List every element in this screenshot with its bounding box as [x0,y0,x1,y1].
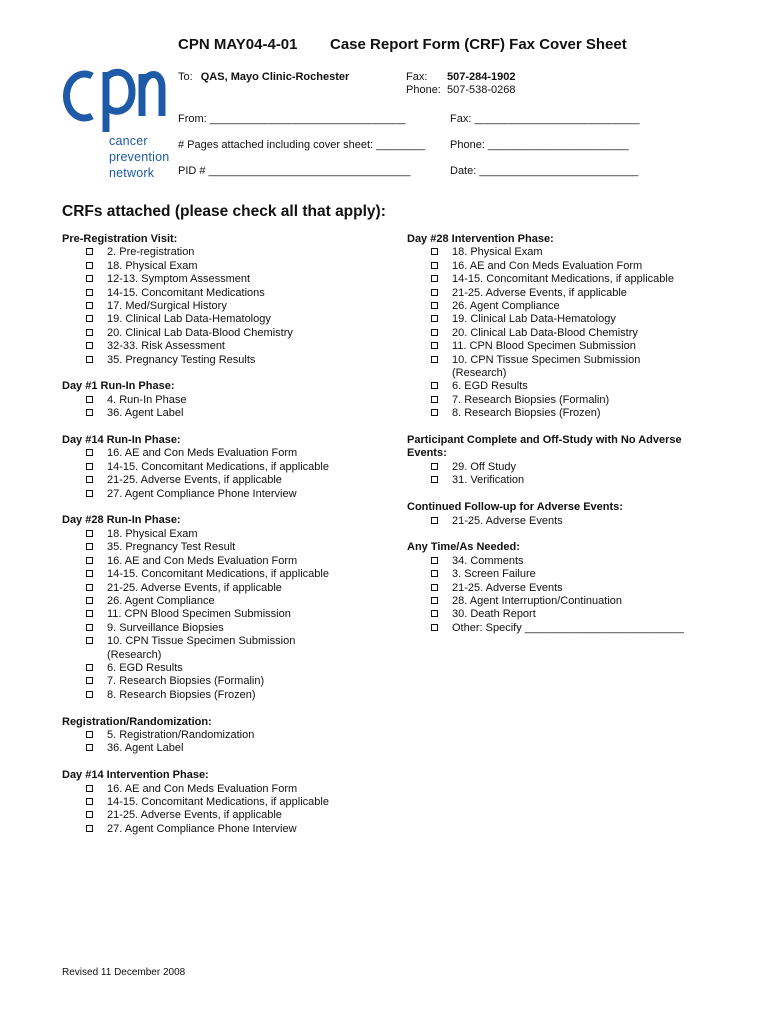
checklist-item [62,474,392,487]
checkbox[interactable] [86,302,93,309]
checklist-item [407,354,737,367]
crf-group-title: Continued Follow-up for Adverse Events: [407,501,623,514]
checklist-item [407,287,737,300]
checkbox[interactable] [86,396,93,403]
checklist-item-label: 28. Agent Interruption/Continuation [452,594,623,607]
checklist-item-label: 8. Research Biopsies (Frozen) [107,688,256,701]
checkbox[interactable] [431,329,438,336]
crf-section-title: CRFs attached (please check all that apply): [62,203,386,220]
checklist-item [62,541,392,554]
checklist-item-label: 12-13. Symptom Assessment [107,273,251,286]
checklist-item-label: 21-25. Adverse Events, if applicable [452,286,627,299]
checklist-item-label: 4. Run-In Phase [107,393,187,406]
checklist-item [62,488,392,501]
checklist-item-label: 31. Verification [452,474,525,487]
checkbox[interactable] [86,248,93,255]
checklist-item-label: 27. Agent Compliance Phone Interview [107,822,297,835]
checklist-item [407,461,737,474]
checkbox[interactable] [86,637,93,644]
checklist-item-label: 14-15. Concomitant Medications, if applicable [107,568,329,581]
checkbox[interactable] [86,476,93,483]
checkbox[interactable] [86,490,93,497]
crf-group-any-time-as-needed [407,541,737,635]
checklist-item-label: 18. Physical Exam [107,259,198,272]
date-field[interactable]: Date: __________________________ [450,165,639,177]
checklist-item [407,246,737,259]
checklist-item-label: 17. Med/Surgical History [107,300,227,313]
checklist-item [62,608,392,621]
checklist-item [62,300,392,313]
checklist-item-label: 32-33. Risk Assessment [107,340,225,353]
to-value: QAS, Mayo Clinic-Rochester [200,71,350,83]
checklist-item-label: 6. EGD Results [107,661,183,674]
checklist-item [407,394,737,407]
to-row [178,71,349,83]
fax-value: 507-284-1902 [447,71,516,83]
checkbox[interactable] [86,329,93,336]
checkbox[interactable] [86,530,93,537]
checklist-item [407,595,737,608]
checkbox[interactable] [86,744,93,751]
checklist-item [62,260,392,273]
checklist-item-label: 14-15. Concomitant Medications, if applicable [107,460,329,473]
checkbox[interactable] [86,449,93,456]
checklist-item [62,568,392,581]
checklist-item-label: 16. AE and Con Meds Evaluation Form [107,782,298,795]
checklist-item [407,300,737,313]
checklist-item-label: 16. AE and Con Meds Evaluation Form [107,554,298,567]
checklist-item [62,689,392,702]
sender-phone-field[interactable]: Phone: _______________________ [450,139,629,151]
crf-group-title: Day #14 Run-In Phase: [62,434,181,447]
checklist-item-label: 14-15. Concomitant Medications, if applicable [452,273,674,286]
phone-label: Phone: [406,84,441,96]
checklist-item [62,622,392,635]
checklist-item [62,796,392,809]
checklist-item [62,823,392,836]
checkbox[interactable] [431,624,438,631]
checkbox[interactable] [431,463,438,470]
checklist-item-label: 21-25. Adverse Events, if applicable [107,809,282,822]
checklist-item-label: 10. CPN Tissue Specimen Submission [107,635,296,648]
crf-group-pre-registration-visit [62,233,392,367]
checkbox[interactable] [431,610,438,617]
crf-group-day-1-run-in-phase [62,380,392,420]
checkbox[interactable] [86,677,93,684]
checkbox[interactable] [431,396,438,403]
checklist-item-label: 16. AE and Con Meds Evaluation Form [452,259,643,272]
checklist-item-label: 11. CPN Blood Specimen Submission [452,340,636,353]
crf-group-day-28-intervention-phase [407,233,737,421]
checklist-item [407,407,737,420]
checklist-item [407,380,737,393]
checklist-item-label: 36. Agent Label [107,407,184,420]
checkbox[interactable] [431,356,438,363]
checklist-item [62,273,392,286]
checklist-item [62,742,392,755]
checklist-item-label: 34. Comments [452,554,524,567]
checkbox[interactable] [86,356,93,363]
checkbox[interactable] [86,798,93,805]
checklist-item [407,622,737,635]
checkbox[interactable] [431,275,438,282]
checklist-item-label: 36. Agent Label [107,742,184,755]
from-field[interactable]: From: ________________________________ [178,113,406,125]
checkbox[interactable] [86,610,93,617]
checkbox[interactable] [86,543,93,550]
checkbox[interactable] [431,409,438,416]
checklist-item [407,568,737,581]
checklist-item-label: 16. AE and Con Meds Evaluation Form [107,447,298,460]
crf-group-continued-follow-up-for-adverse-events [407,501,737,528]
checklist-item-label: 26. Agent Compliance [107,594,215,607]
checkbox[interactable] [431,342,438,349]
checklist-item [62,354,392,367]
checklist-item-label: 21-25. Adverse Events [452,581,563,594]
checklist-item [407,260,737,273]
checklist-item [62,809,392,822]
left-column [62,233,392,850]
checklist-item [407,327,737,340]
checklist-item [62,675,392,688]
sender-fax-field[interactable]: Fax: ___________________________ [450,113,640,125]
checklist-item-label: 26. Agent Compliance [452,300,560,313]
crf-group-title: Day #14 Intervention Phase: [62,769,209,782]
checkbox[interactable] [86,731,93,738]
crf-group-day-14-intervention-phase [62,769,392,836]
checkbox[interactable] [431,557,438,564]
checkbox[interactable] [86,570,93,577]
crf-group-registration-randomization [62,716,392,756]
checkbox[interactable] [86,785,93,792]
checkbox[interactable] [86,597,93,604]
checkbox[interactable] [86,315,93,322]
checklist-item [407,340,737,353]
checkbox[interactable] [86,557,93,564]
checklist-item-label: (Research) [107,648,162,661]
checklist-item-label: 9. Surveillance Biopsies [107,621,224,634]
checklist-item-label: Other: Specify __________________________ [452,621,684,634]
checklist-item [62,582,392,595]
revision-footer: Revised 11 December 2008 [62,967,186,978]
cpn-logo-mark [62,62,170,132]
checklist-item [62,595,392,608]
crf-group-title: Any Time/As Needed: [407,541,520,554]
checklist-item-label: 35. Pregnancy Test Result [107,541,236,554]
cpn-logo [62,62,170,192]
checklist-item [62,287,392,300]
checklist-item-label: 20. Clinical Lab Data-Blood Chemistry [107,326,293,339]
checklist-item [62,407,392,420]
crf-group-title: Day #28 Intervention Phase: [407,233,554,245]
crf-group-title: Registration/Randomization: [62,715,212,728]
checklist-item [62,461,392,474]
checkbox[interactable] [86,409,93,416]
checklist-item [62,340,392,353]
checklist-item-label: 35. Pregnancy Testing Results [107,353,256,366]
crf-group-day-14-run-in-phase [62,434,392,501]
checkbox[interactable] [86,275,93,282]
checkbox[interactable] [86,289,93,296]
checklist-item-label: 27. Agent Compliance Phone Interview [107,487,297,500]
checklist-item [62,313,392,326]
checklist-item [407,273,737,286]
checkbox[interactable] [431,248,438,255]
crf-group-title: Pre-Registration Visit: [62,233,178,245]
checklist-item [62,662,392,675]
fax-label: Fax: [406,71,428,83]
checklist-item [407,608,737,621]
checkbox[interactable] [431,476,438,483]
crf-group-title: Day #28 Run-In Phase: [62,514,181,527]
checklist-item [407,582,737,595]
right-column [407,233,737,649]
checklist-item-label: 21-25. Adverse Events [452,514,563,527]
crf-group-title: Events: [407,447,447,460]
checklist-item-continuation [62,649,392,662]
checklist-item [407,474,737,487]
checkbox[interactable] [431,517,438,524]
form-id: CPN MAY04-4-01 [178,36,298,53]
checkbox[interactable] [86,262,93,269]
to-label: To: [178,71,193,83]
checkbox[interactable] [86,825,93,832]
checklist-item [62,447,392,460]
checkbox[interactable] [431,262,438,269]
phone-value: 507-538-0268 [447,84,516,96]
checkbox[interactable] [431,597,438,604]
checklist-item-label: 19. Clinical Lab Data-Hematology [452,313,616,326]
checkbox[interactable] [431,584,438,591]
checklist-item-label: 3. Screen Failure [452,568,536,581]
checklist-item-label: 14-15. Concomitant Medications [107,286,265,299]
checklist-item-label: 11. CPN Blood Specimen Submission [107,608,291,621]
crf-group-title: Day #1 Run-In Phase: [62,380,175,393]
crf-group-title: Participant Complete and Off-Study with No Adverse [407,434,682,447]
checklist-item-label: 20. Clinical Lab Data-Blood Chemistry [452,326,638,339]
crf-group-participant-complete-and-off-study-with- [407,434,737,488]
checklist-item [62,327,392,340]
pages-attached-field[interactable]: # Pages attached including cover sheet: ________ [178,139,426,151]
checklist-item [62,635,392,648]
page-title: Case Report Form (CRF) Fax Cover Sheet [330,36,627,53]
checkbox[interactable] [431,289,438,296]
crf-group-day-28-run-in-phase [62,514,392,702]
checkbox[interactable] [86,463,93,470]
checkbox[interactable] [86,691,93,698]
checkbox[interactable] [431,302,438,309]
checkbox[interactable] [86,664,93,671]
checklist-item-label: (Research) [452,367,507,380]
checklist-item-continuation [407,367,737,380]
checkbox[interactable] [431,570,438,577]
checklist-item [407,555,737,568]
checklist-item-label: 6. EGD Results [452,380,528,393]
logo-word-network: network [109,166,155,180]
checklist-item-label: 21-25. Adverse Events, if applicable [107,581,282,594]
checklist-item-label: 29. Off Study [452,460,517,473]
logo-word-prevention: prevention [109,150,170,164]
checklist-item [407,515,737,528]
checklist-item-label: 14-15. Concomitant Medications, if applicable [107,795,329,808]
checklist-item-label: 18. Physical Exam [452,246,543,259]
checklist-item-label: 7. Research Biopsies (Formalin) [107,675,265,688]
checklist-item [62,528,392,541]
checklist-item-label: 7. Research Biopsies (Formalin) [452,393,610,406]
checklist-item [62,246,392,259]
checklist-item-label: 18. Physical Exam [107,527,198,540]
checklist-item-label: 19. Clinical Lab Data-Hematology [107,313,271,326]
checklist-item [62,783,392,796]
checklist-item-label: 10. CPN Tissue Specimen Submission [452,353,641,366]
checkbox[interactable] [86,584,93,591]
checkbox[interactable] [431,382,438,389]
checklist-item-label: 8. Research Biopsies (Frozen) [452,407,601,420]
checklist-item [62,729,392,742]
checklist-item [62,555,392,568]
checklist-item-label: 30. Death Report [452,608,536,621]
checklist-item [407,313,737,326]
checkbox[interactable] [431,315,438,322]
checkbox[interactable] [86,342,93,349]
checkbox[interactable] [86,811,93,818]
checklist-item-label: 21-25. Adverse Events, if applicable [107,474,282,487]
pid-field[interactable]: PID # _________________________________ [178,165,411,177]
checkbox[interactable] [86,624,93,631]
checklist-item [62,394,392,407]
logo-word-cancer: cancer [109,134,148,148]
checklist-item-label: 5. Registration/Randomization [107,728,255,741]
checklist-item-label: 2. Pre-registration [107,246,195,259]
